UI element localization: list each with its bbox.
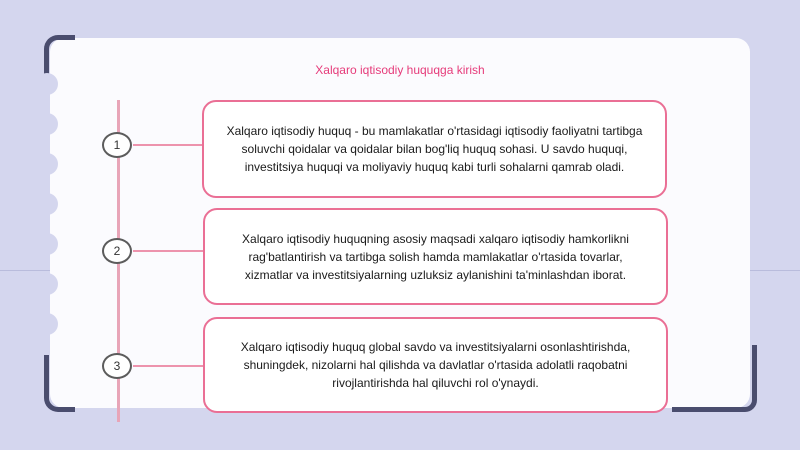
- corner-bracket-bottom-right: [672, 345, 757, 412]
- connector-line: [133, 250, 203, 252]
- punch-hole: [36, 313, 58, 335]
- punch-hole: [36, 153, 58, 175]
- step-number-badge: 3: [102, 353, 132, 379]
- step-text: Xalqaro iqtisodiy huquq - bu mamlakatlar o'rtasidagi iqtisodiy faoliyatni tartibga soluvchi qoidalar va qoidalar bilan bog'liq huquq sohasi. U savdo huquqi, investitsiya huquqi va moliyaviy huquq kabi turli sohalarni qamrab oladi.: [226, 124, 643, 174]
- corner-bracket-bottom-left: [44, 355, 75, 412]
- connector-line: [133, 365, 203, 367]
- connector-line: [133, 144, 203, 146]
- step-text: Xalqaro iqtisodiy huquqning asosiy maqsadi xalqaro iqtisodiy hamkorlikni rag'batlantirish va tartibga solish hamda mamlakatlar o'rtasida tovarlar, xizmatlar va investitsiyalarning uzluksiz aylanishini ta'minlashdan iborat.: [242, 231, 629, 282]
- punch-hole: [36, 273, 58, 295]
- step-number-badge: 1: [102, 132, 132, 158]
- step-text-box: [203, 208, 668, 305]
- punch-hole: [36, 233, 58, 255]
- step-number-badge: 2: [102, 238, 132, 264]
- punch-hole: [36, 193, 58, 215]
- step-text-box: [202, 100, 667, 198]
- step-text: Xalqaro iqtisodiy huquq global savdo va investitsiyalarni osonlashtirishda, shuningdek, nizolarni hal qilishda va davlatlar o'rtasida adolatli raqobatni rivojlantirishda hal qiluvchi rol o'ynaydi.: [240, 340, 631, 390]
- step-text-box: [203, 317, 668, 413]
- punch-hole: [36, 113, 58, 135]
- slide-title: Xalqaro iqtisodiy huquqga kirish: [315, 63, 485, 77]
